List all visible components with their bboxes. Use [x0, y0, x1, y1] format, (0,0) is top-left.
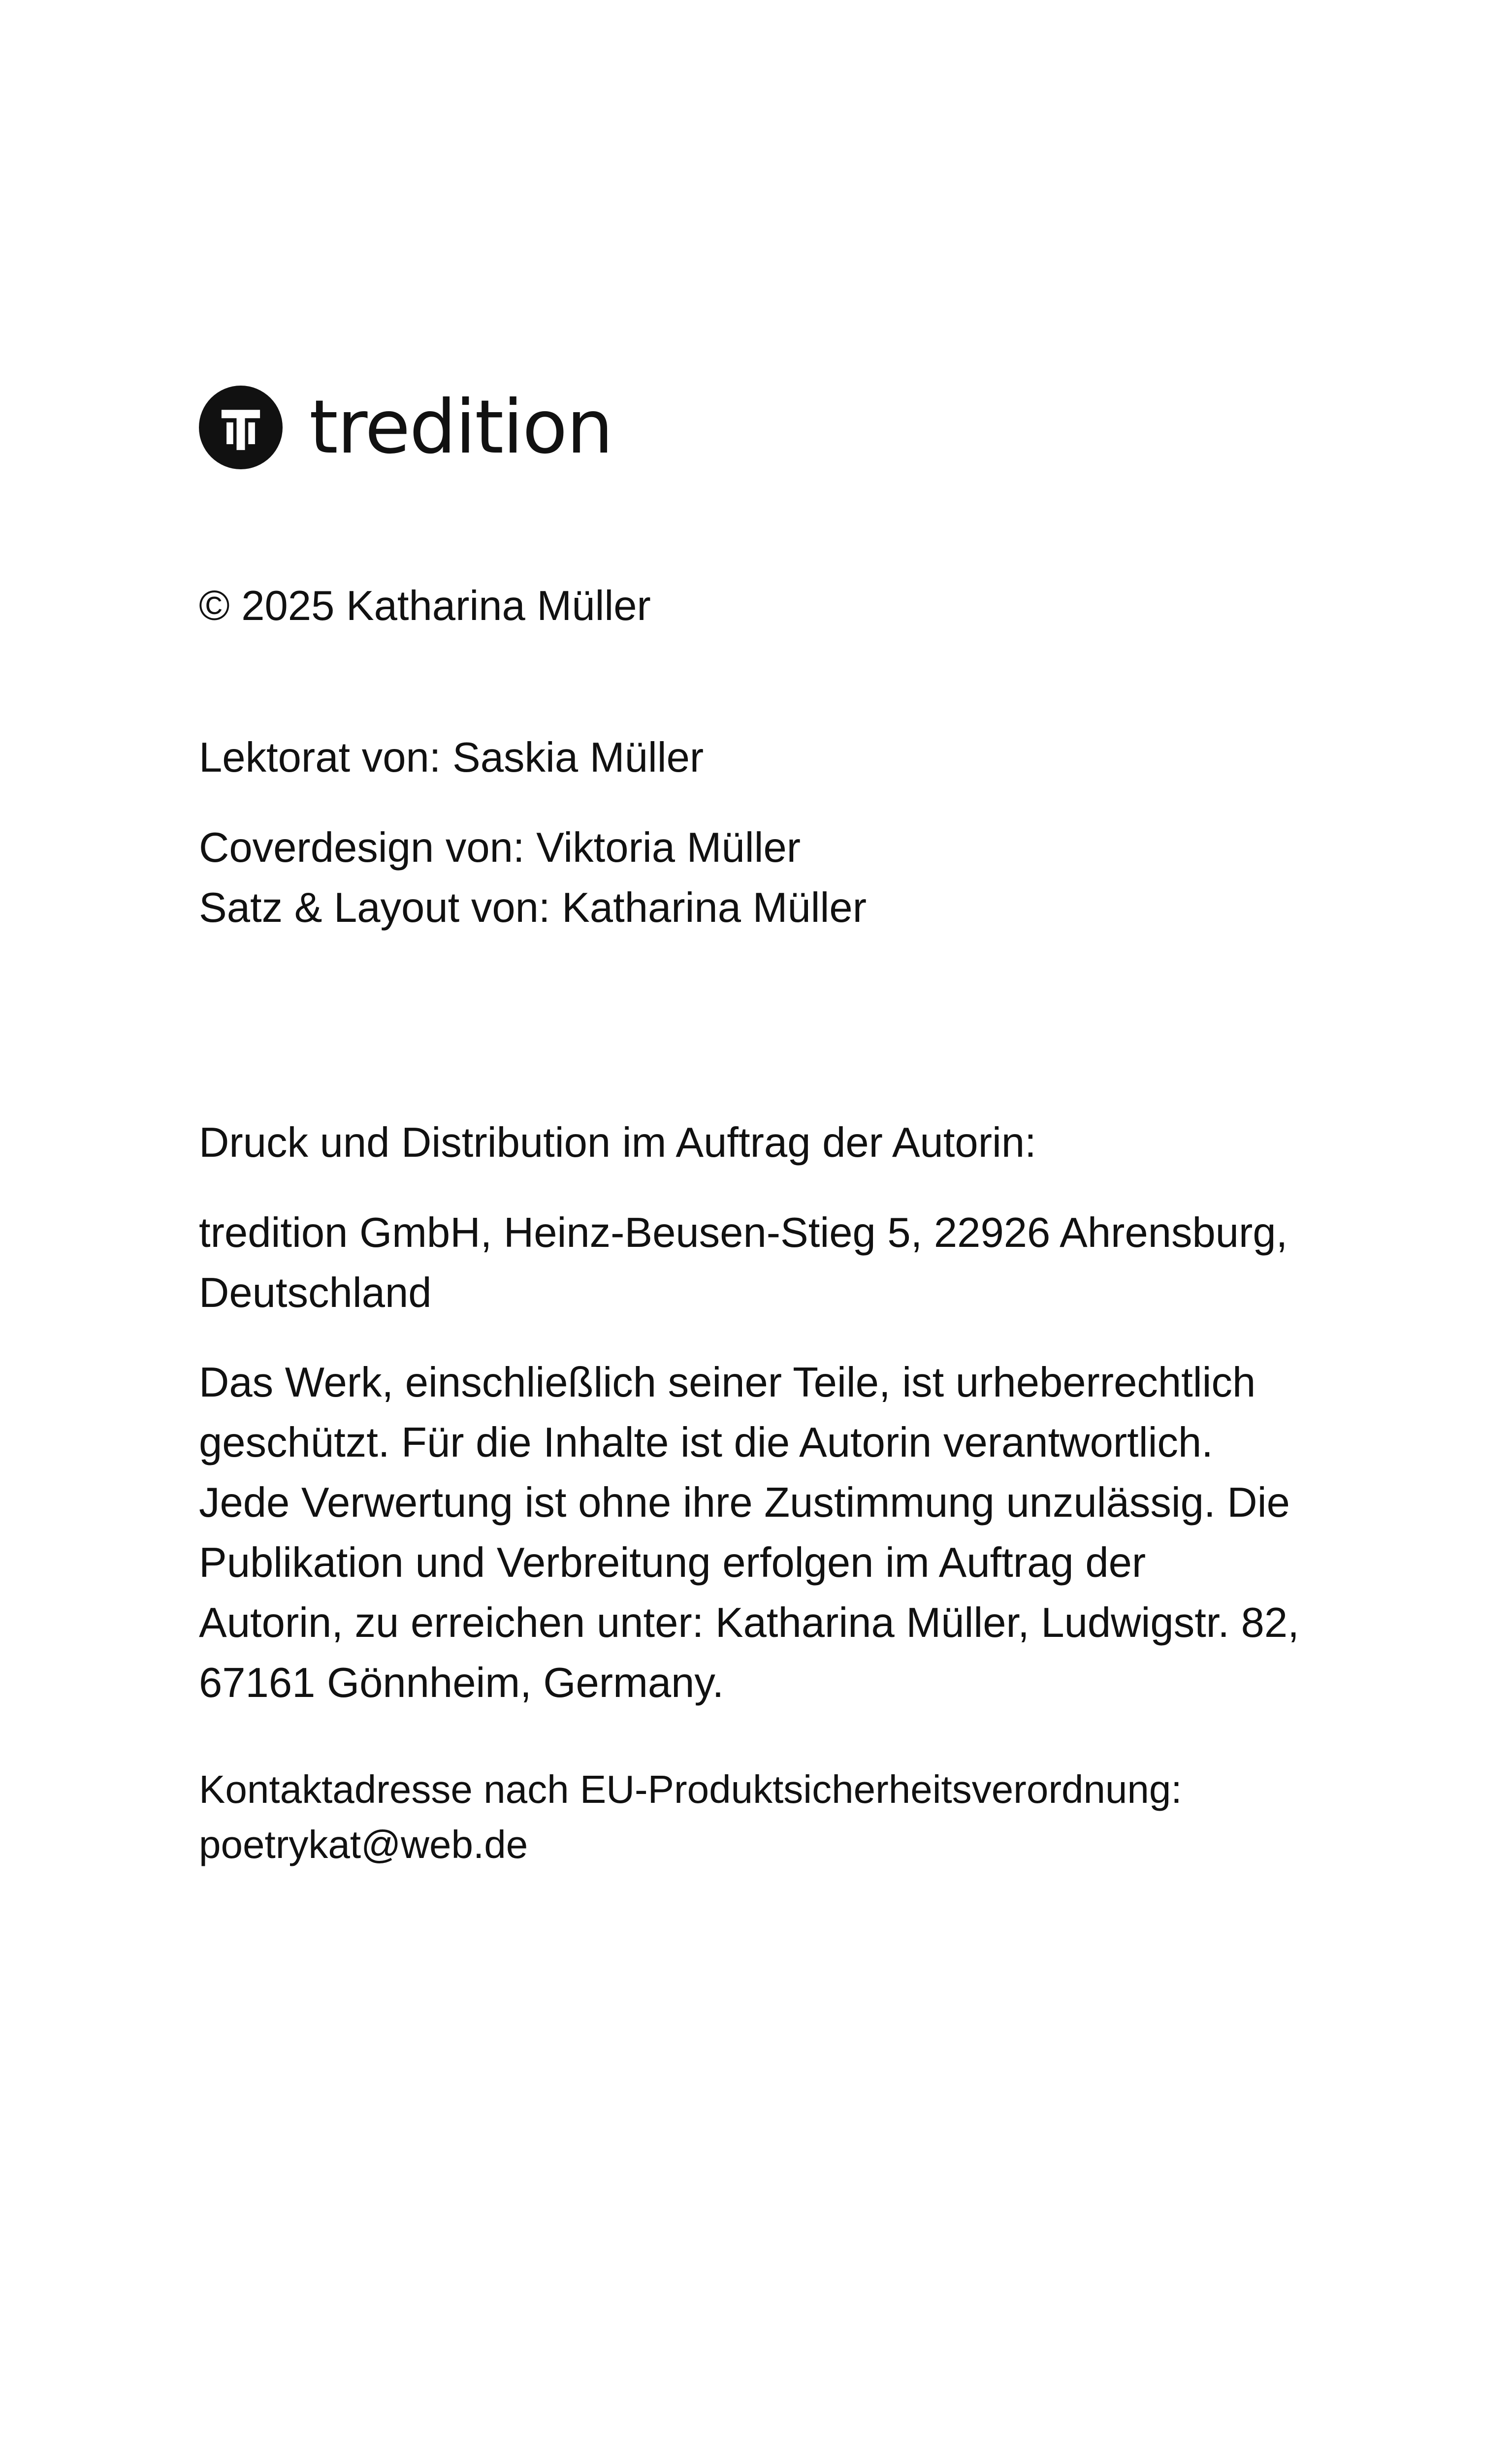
design-credits: [199, 818, 1381, 938]
legal-line: geschützt. Für die Inhalte ist die Autorin verantwortlich.: [199, 1419, 1213, 1466]
address-country: Deutschland: [199, 1270, 432, 1316]
legal-line: 67161 Gönnheim, Germany.: [199, 1660, 724, 1706]
publisher-name: tredition: [309, 385, 612, 470]
legal-line: Das Werk, einschließlich seiner Teile, ist urheberrechtlich: [199, 1359, 1256, 1406]
distribution-heading: Druck und Distribution im Auftrag der Autorin:: [199, 1119, 1036, 1166]
publisher-logo: [199, 383, 612, 472]
contact-notice: [199, 1762, 1381, 1872]
tredition-logo-icon: [199, 386, 283, 469]
legal-line: Autorin, zu erreichen unter: Katharina Müller, Ludwigstr. 82,: [199, 1599, 1299, 1646]
contact-email[interactable]: poetrykat@web.de: [199, 1823, 528, 1866]
legal-notice: [199, 1353, 1381, 1713]
address-line: tredition GmbH, Heinz-Beusen-Stieg 5, 22926 Ahrensburg,: [199, 1209, 1288, 1256]
editing-credit: Lektorat von: Saskia Müller: [199, 734, 704, 781]
cover-design-credit: Coverdesign von: Viktoria Müller: [199, 824, 801, 871]
copyright-line: © 2025 Katharina Müller: [199, 583, 651, 629]
contact-label: Kontaktadresse nach EU-Produktsicherheitsverordnung:: [199, 1767, 1182, 1811]
legal-line: Publikation und Verbreitung erfolgen im Auftrag der: [199, 1539, 1146, 1586]
typesetting-credit: Satz & Layout von: Katharina Müller: [199, 884, 867, 931]
publisher-address: [199, 1203, 1381, 1323]
legal-line: Jede Verwertung ist ohne ihre Zustimmung unzulässig. Die: [199, 1479, 1290, 1526]
